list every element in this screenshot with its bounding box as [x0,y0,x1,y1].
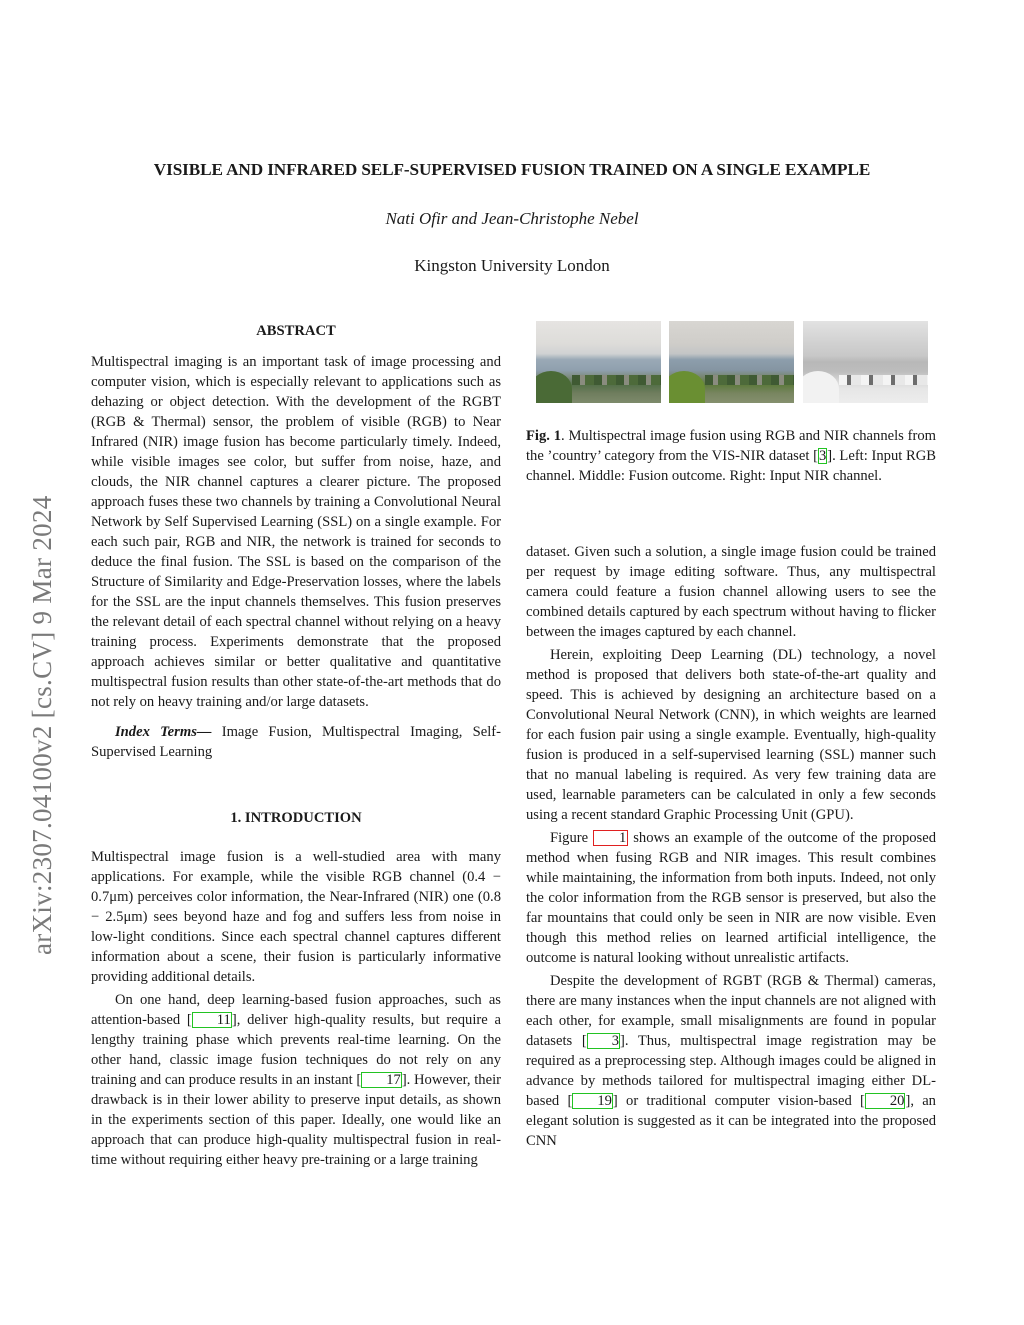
index-terms-values: Image Fusion, Multispectral Imaging, Self-Supervised Learning [91,724,501,760]
text-run: ]. However, their drawback is in their lower ability to preserve input details, as shown in the experiments section of this paper. Ideally, one would like an approach that can produce high-quality multispectral fusion in real-time without requiring either heavy pre-training or a large training [91,1072,501,1168]
text-run: ]. Left: Input RGB channel. Middle: Fusion outcome. Right: Input NIR channel. [526,448,936,484]
landscape-houses [839,375,928,385]
introduction-heading: 1. INTRODUCTION [230,810,362,826]
text-run: Despite the development of RGBT (RGB & Thermal) cameras, there are many instances when the input channels are not aligned with each other, for example, small misalignments are found in popular datasets [ [526,973,936,1049]
citation-link-20[interactable]: 20 [865,1093,906,1109]
landscape-tree [803,371,839,403]
citation-link-17[interactable]: 17 [361,1072,402,1088]
text-run: On one hand, deep learning-based fusion approaches, such as attention-based [ [91,992,501,1028]
figure-image-rgb-input [536,321,661,403]
figure-1 [536,321,928,403]
abstract-body: Multispectral imaging is an important task of image processing and computer vision, which is especially relevant to applications such as dehazing or object detection. With the development of the RGBT (RGB & Thermal) sensor, the problem of visible (RGB) to Near Infrared (NIR) image fusion has become particularly timely. Indeed, while visible images see color, but suffer from noise, haze, and clouds, the NIR channel captures a clearer picture. The proposed approach fuses these two channels by training a Convolutional Neural Network by Self Supervised Learning (SSL) on a single example. For each such pair, RGB and NIR, the network is trained for seconds to deduce the final fusion. The SSL is based on the comparison of the Structure of Similarity and Edge-Preservation losses, where the labels for the SSL are the input channels themselves. This fusion preserves the relevant detail of each spectral channel without relying on a heavy training process. Experiments demonstrate that the proposed approach achieves similar or better qualitative and quantitative multispectral fusion results than other state-of-the-art methods that do not rely on heavy training and/or large datasets. [91,354,501,710]
index-terms-label: Index Terms— [115,724,212,740]
text-run: shows an example of the outcome of the proposed method when fusing RGB and NIR images. This result combines while maintaining, the information from both inputs. Indeed, not only the color information from the RGB sensor is preserved, but also the far mountains that could only be seen in NIR are now visible. Even though this method relies on learned artificial intelligence, the outcome is natural looking without unrealistic artifacts. [526,830,936,966]
intro-paragraph-1: Multispectral image fusion is a well-studied area with many applications. For example, while the visible RGB channel (0.4 − 0.7μm) perceives color information, the Near-Infrared (NIR) one (0.8 − 2.5μm) sees beyond haze and fog and suffers less from noise in low-light conditions. Since each spectral channel captures different information about a scene, their fusion is particularly informative providing additional details. [91,849,501,985]
intro-paragraph-3: dataset. Given such a solution, a single image fusion could be trained per request by image editing software. Thus, any multispectral camera could feature a fusion channel allowing users to see the combined details captured by each spectrum without having to flicker between the images captured by each channel. [526,544,936,640]
text-run: . Multispectral image fusion using RGB and NIR channels from the ’country’ category from the VIS-NIR dataset [ [526,428,936,464]
citation-link-3[interactable]: 3 [818,448,827,464]
paper-title: VISIBLE AND INFRARED SELF-SUPERVISED FUSION TRAINED ON A SINGLE EXAMPLE [153,160,871,179]
citation-link-11[interactable]: 11 [192,1012,232,1028]
left-column [91,321,501,1170]
landscape-houses [572,375,661,385]
figure-1-caption [526,426,936,486]
arxiv-identifier-stamp[interactable]: arXiv:2307.04100v2 [cs.CV] 9 Mar 2024 [27,495,57,955]
index-terms [91,722,501,762]
abstract-heading: ABSTRACT [256,323,336,339]
landscape-tree [536,371,572,403]
citation-link-19[interactable]: 19 [572,1093,613,1109]
paper-authors: Nati Ofir and Jean-Christophe Nebel [385,209,639,228]
paper-affiliation: Kingston University London [414,256,610,275]
figure-image-fusion-outcome [669,321,794,403]
citation-link-3[interactable]: 3 [587,1033,620,1049]
text-run: ]. Thus, multispectral image registration may be required as a preprocessing step. Although images could be aligned in advance by methods tailored for multispectral imaging either DL-based [ [526,1033,936,1109]
intro-paragraph-5 [526,828,936,968]
figure-reference-link-1[interactable]: 1 [593,830,628,846]
intro-paragraph-4: Herein, exploiting Deep Learning (DL) technology, a novel method is proposed that delivers both state-of-the-art quality and speed. This is achieved by designing an architecture based on a Convolutional Neural Network (CNN), in which weights are learned for each fusion pair using a single example. Eventually, high-quality fusion is produced in a self-supervised learning (SSL) manner such that no manual labeling is required. As very few training data are used, learnable parameters can be calculated in only a few seconds using a recent standard Graphic Processing Unit (GPU). [526,647,936,823]
landscape-houses [705,375,794,385]
text-run: ], deliver high-quality results, but require a lengthy training phase which prevents real-time learning. On the other hand, classic image fusion techniques do not rely on any training and can produce results in an instant [ [91,1012,501,1088]
right-column [526,542,936,1151]
landscape-tree [669,371,705,403]
text-run: ] or traditional computer vision-based [ [612,1093,865,1109]
text-run: ], an elegant solution is suggested as it can be integrated into the proposed CNN [526,1093,936,1149]
figure-image-nir-input [803,321,928,403]
intro-paragraph-2 [91,990,501,1170]
text-run: Figure [550,830,594,846]
intro-paragraph-6 [526,971,936,1151]
caption-label: Fig. 1 [526,428,562,444]
